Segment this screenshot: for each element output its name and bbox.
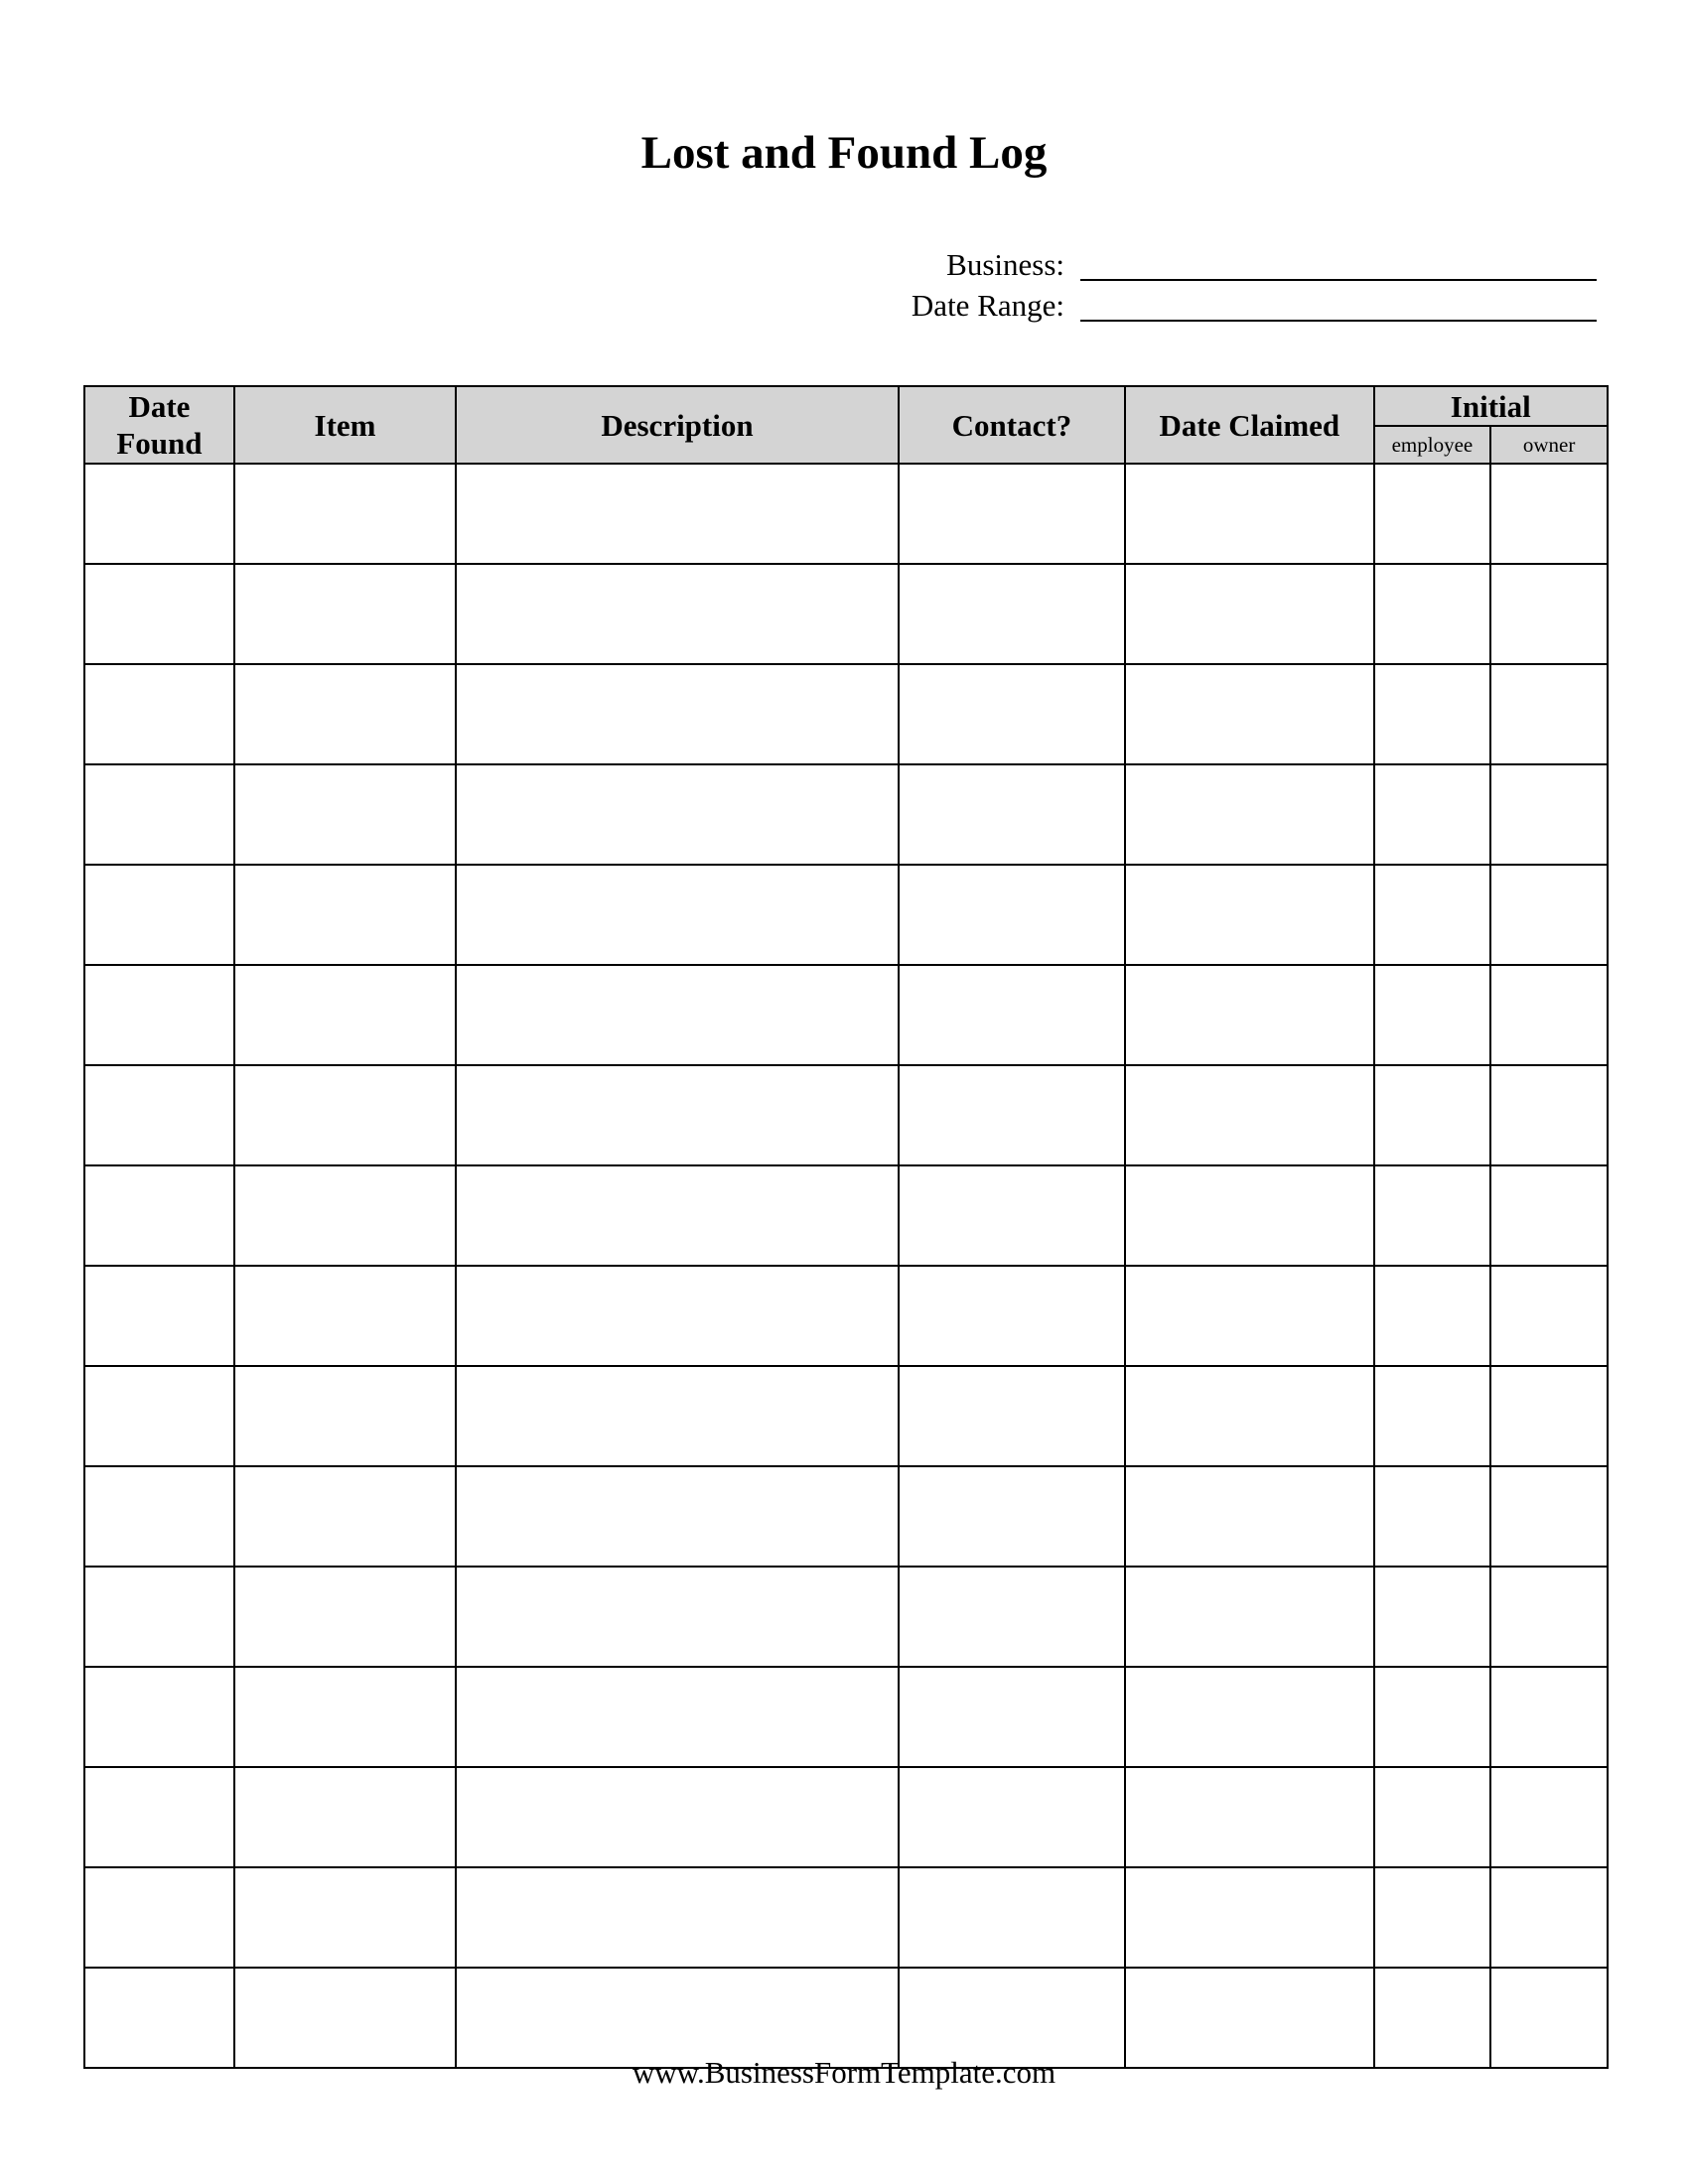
header-contact: Contact? [899,386,1125,464]
header-item: Item [234,386,456,464]
cell-employee[interactable] [1374,564,1491,664]
cell-description[interactable] [456,1867,899,1968]
cell-date-found[interactable] [84,1366,234,1466]
cell-date-claimed[interactable] [1125,1266,1373,1366]
header-initial-employee: employee [1374,426,1491,464]
cell-item[interactable] [234,1165,456,1266]
cell-owner[interactable] [1490,865,1608,965]
cell-date-found[interactable] [84,1466,234,1567]
date-range-label: Date Range: [911,288,1064,323]
cell-employee[interactable] [1374,1466,1491,1567]
cell-date-claimed[interactable] [1125,764,1373,865]
cell-date-claimed[interactable] [1125,865,1373,965]
cell-contact[interactable] [899,764,1125,865]
header-date-found: Date Found [84,386,234,464]
cell-owner[interactable] [1490,1366,1608,1466]
cell-item[interactable] [234,1767,456,1867]
table-row [84,1466,1608,1567]
business-field[interactable] [1080,279,1597,281]
cell-contact[interactable] [899,1667,1125,1767]
cell-date-claimed[interactable] [1125,1867,1373,1968]
cell-date-found[interactable] [84,464,234,564]
cell-description[interactable] [456,464,899,564]
cell-owner[interactable] [1490,965,1608,1065]
lost-found-table [83,385,1609,2069]
cell-item[interactable] [234,464,456,564]
table-row [84,1165,1608,1266]
cell-date-claimed[interactable] [1125,1767,1373,1867]
cell-item[interactable] [234,1567,456,1667]
cell-owner[interactable] [1490,1065,1608,1165]
cell-date-claimed[interactable] [1125,1065,1373,1165]
cell-date-found[interactable] [84,1266,234,1366]
cell-date-claimed[interactable] [1125,1466,1373,1567]
cell-owner[interactable] [1490,1667,1608,1767]
table-row [84,1667,1608,1767]
footer-url: www.BusinessFormTemplate.com [632,2055,1056,2090]
business-row [854,243,1609,283]
table-body [84,464,1608,2068]
cell-item[interactable] [234,664,456,764]
date-range-field[interactable] [1080,320,1597,322]
table-row [84,1567,1608,1667]
table-row [84,965,1608,1065]
header-date-claimed: Date Claimed [1125,386,1373,464]
cell-employee[interactable] [1374,1065,1491,1165]
cell-item[interactable] [234,1466,456,1567]
business-label: Business: [946,247,1064,282]
cell-description[interactable] [456,965,899,1065]
cell-description[interactable] [456,1165,899,1266]
cell-employee[interactable] [1374,1767,1491,1867]
cell-contact[interactable] [899,1867,1125,1968]
cell-description[interactable] [456,1667,899,1767]
date-range-row [854,284,1609,324]
cell-date-found[interactable] [84,1667,234,1767]
cell-contact[interactable] [899,564,1125,664]
cell-contact[interactable] [899,865,1125,965]
cell-employee[interactable] [1374,1567,1491,1667]
cell-date-found[interactable] [84,564,234,664]
cell-employee[interactable] [1374,464,1491,564]
cell-date-claimed[interactable] [1125,1567,1373,1667]
cell-contact[interactable] [899,1466,1125,1567]
cell-employee[interactable] [1374,664,1491,764]
cell-date-claimed[interactable] [1125,564,1373,664]
cell-description[interactable] [456,564,899,664]
cell-owner[interactable] [1490,564,1608,664]
table-row [84,865,1608,965]
cell-owner[interactable] [1490,1767,1608,1867]
cell-owner[interactable] [1490,464,1608,564]
table-row [84,664,1608,764]
cell-contact[interactable] [899,1567,1125,1667]
cell-description[interactable] [456,1567,899,1667]
cell-date-found[interactable] [84,1867,234,1968]
cell-employee[interactable] [1374,1667,1491,1767]
cell-employee[interactable] [1374,1867,1491,1968]
cell-item[interactable] [234,1366,456,1466]
cell-date-claimed[interactable] [1125,1366,1373,1466]
table-row [84,1867,1608,1968]
cell-contact[interactable] [899,464,1125,564]
cell-contact[interactable] [899,1266,1125,1366]
cell-date-claimed[interactable] [1125,464,1373,564]
cell-employee[interactable] [1374,965,1491,1065]
cell-description[interactable] [456,764,899,865]
cell-employee[interactable] [1374,1165,1491,1266]
cell-contact[interactable] [899,1767,1125,1867]
cell-description[interactable] [456,1065,899,1165]
cell-owner[interactable] [1490,1567,1608,1667]
cell-item[interactable] [234,1065,456,1165]
cell-owner[interactable] [1490,664,1608,764]
cell-date-found[interactable] [84,1065,234,1165]
cell-date-found[interactable] [84,1165,234,1266]
cell-item[interactable] [234,764,456,865]
cell-date-claimed[interactable] [1125,1165,1373,1266]
table-row [84,1065,1608,1165]
cell-date-found[interactable] [84,1767,234,1867]
header-initial: Initial [1374,386,1608,426]
cell-contact[interactable] [899,1165,1125,1266]
cell-date-found[interactable] [84,764,234,865]
table-row [84,564,1608,664]
cell-owner[interactable] [1490,1867,1608,1968]
cell-employee[interactable] [1374,865,1491,965]
cell-item[interactable] [234,564,456,664]
cell-owner[interactable] [1490,1466,1608,1567]
cell-item[interactable] [234,1867,456,1968]
table-row [84,764,1608,865]
cell-description[interactable] [456,1466,899,1567]
cell-date-found[interactable] [84,1567,234,1667]
cell-contact[interactable] [899,664,1125,764]
table-row [84,1266,1608,1366]
cell-item[interactable] [234,865,456,965]
header-initial-owner: owner [1490,426,1608,464]
cell-item[interactable] [234,1667,456,1767]
cell-date-found[interactable] [84,965,234,1065]
cell-contact[interactable] [899,1366,1125,1466]
cell-date-found[interactable] [84,865,234,965]
cell-owner[interactable] [1490,764,1608,865]
cell-employee[interactable] [1374,764,1491,865]
cell-owner[interactable] [1490,1165,1608,1266]
header-description: Description [456,386,899,464]
cell-owner[interactable] [1490,1266,1608,1366]
cell-description[interactable] [456,1767,899,1867]
cell-employee[interactable] [1374,1266,1491,1366]
cell-contact[interactable] [899,1065,1125,1165]
cell-description[interactable] [456,664,899,764]
cell-date-found[interactable] [84,664,234,764]
cell-date-claimed[interactable] [1125,1667,1373,1767]
cell-employee[interactable] [1374,1366,1491,1466]
cell-date-claimed[interactable] [1125,965,1373,1065]
table-row [84,1366,1608,1466]
table-row [84,1767,1608,1867]
cell-description[interactable] [456,1266,899,1366]
table-row [84,464,1608,564]
cell-date-claimed[interactable] [1125,664,1373,764]
page-title: Lost and Found Log [640,127,1048,179]
cell-item[interactable] [234,965,456,1065]
cell-item[interactable] [234,1266,456,1366]
cell-description[interactable] [456,1366,899,1466]
cell-contact[interactable] [899,965,1125,1065]
cell-description[interactable] [456,865,899,965]
